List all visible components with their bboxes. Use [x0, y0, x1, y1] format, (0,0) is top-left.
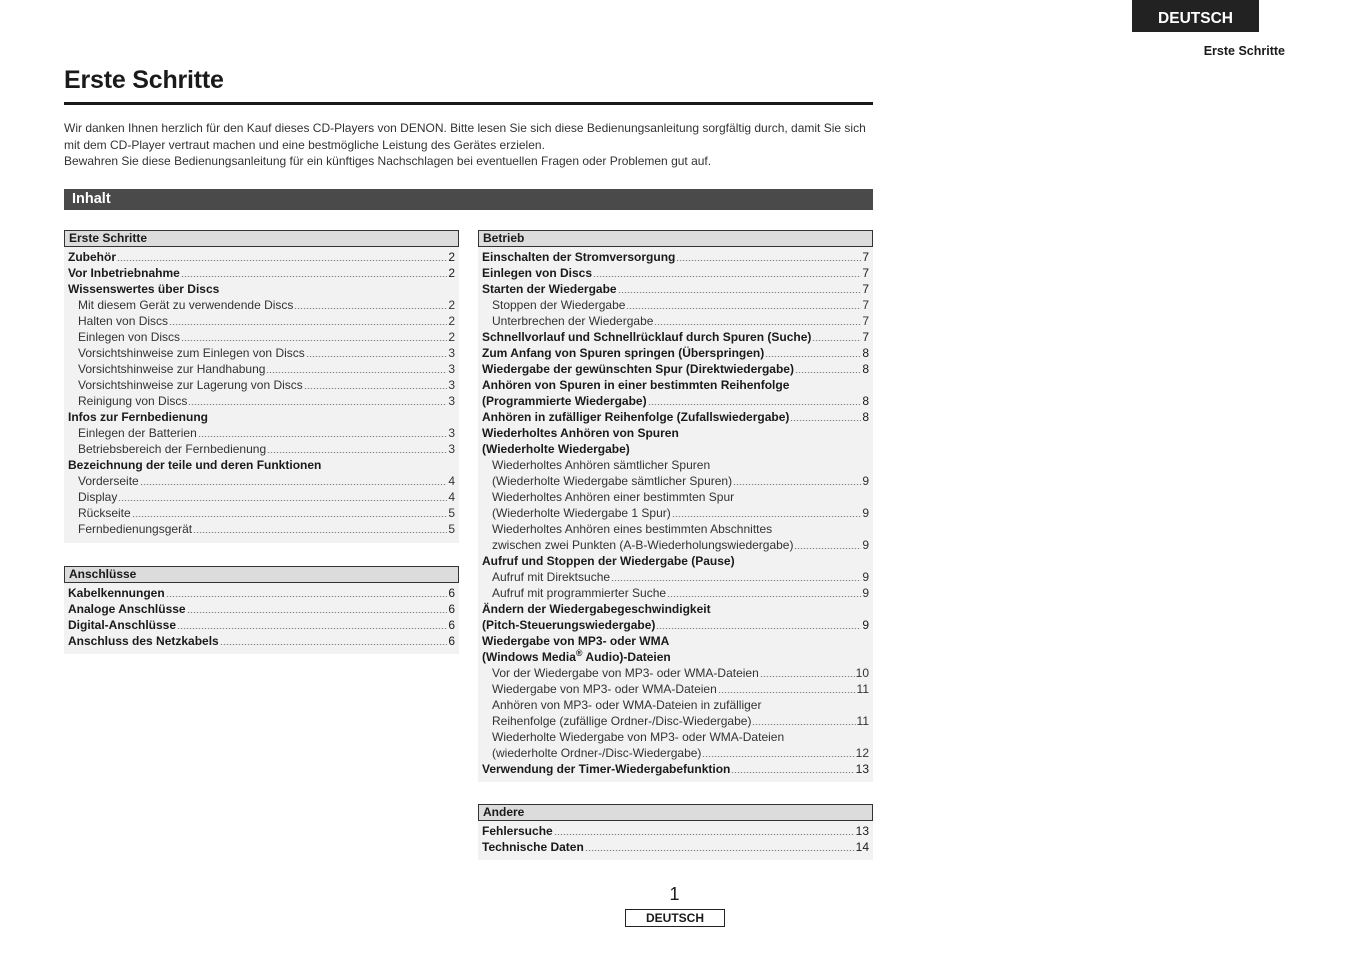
toc-section-heading: Erste Schritte — [64, 230, 459, 247]
toc-leader-dots — [593, 276, 861, 277]
toc-leader-dots — [187, 612, 448, 613]
toc-entry-page: 4 — [448, 490, 455, 504]
toc-entry-label: Anhören in zufälliger Reihenfolge (Zufallswiedergabe) — [482, 410, 790, 424]
toc-entry-label: (Wiederholte Wiedergabe 1 Spur) — [492, 506, 671, 520]
toc-entry-label: Einlegen von Discs — [78, 330, 181, 344]
toc-leader-dots — [193, 532, 447, 533]
toc-entry-page: 3 — [448, 346, 455, 360]
toc-entry-label: Aufruf mit programmierter Suche — [492, 586, 667, 600]
toc-entry[interactable] — [482, 761, 869, 777]
toc-entry[interactable] — [482, 457, 869, 473]
toc-entry[interactable] — [68, 441, 455, 457]
toc-entry[interactable] — [68, 489, 455, 505]
toc-entry[interactable] — [482, 745, 869, 761]
toc-entry-label: Reinigung von Discs — [78, 394, 188, 408]
toc-entry[interactable] — [482, 585, 869, 601]
toc-entry[interactable] — [482, 697, 869, 713]
toc-leader-dots — [626, 308, 861, 309]
toc-list — [478, 247, 873, 781]
toc-entry-page: 9 — [862, 538, 869, 552]
toc-leader-dots — [718, 692, 856, 693]
toc-entry-label: Wiedergabe der gewünschten Spur (Direktwiedergabe) — [482, 362, 794, 376]
toc-entry-label: Wiederholtes Anhören sämtlicher Spuren — [492, 458, 711, 472]
toc-leader-dots — [169, 324, 447, 325]
toc-section-heading: Betrieb — [478, 230, 873, 247]
toc-entry-page: 7 — [862, 266, 869, 280]
toc-entry-page: 9 — [862, 586, 869, 600]
toc-entry[interactable] — [68, 617, 455, 633]
toc-entry[interactable] — [68, 377, 455, 393]
toc-entry[interactable] — [482, 553, 869, 569]
toc-entry-label: Wiedergabe von MP3- oder WMA-Dateien — [492, 682, 717, 696]
toc-entry[interactable] — [482, 345, 869, 361]
toc-entry-label: Reihenfolge (zufällige Ordner-/Disc-Wiedergabe) — [492, 714, 752, 728]
toc-entry-page: 3 — [448, 394, 455, 408]
toc-entry[interactable] — [482, 505, 869, 521]
toc-entry-page: 13 — [855, 824, 869, 838]
toc-entry[interactable] — [482, 489, 869, 505]
toc-leader-dots — [812, 340, 861, 341]
toc-entry[interactable] — [482, 313, 869, 329]
toc-leader-dots — [794, 548, 861, 549]
toc-entry-label: Analoge Anschlüsse — [68, 602, 186, 616]
toc-entry[interactable] — [482, 297, 869, 313]
toc-entry[interactable] — [482, 329, 869, 345]
toc-entry[interactable] — [482, 839, 869, 855]
toc-leader-dots — [294, 308, 447, 309]
toc-entry[interactable] — [482, 713, 869, 729]
toc-entry[interactable] — [482, 393, 869, 409]
toc-entry-page: 14 — [855, 840, 869, 854]
toc-leader-dots — [554, 834, 855, 835]
toc-entry[interactable] — [482, 665, 869, 681]
toc-entry[interactable] — [68, 281, 455, 297]
toc-entry-label: Aufruf mit Direktsuche — [492, 570, 611, 584]
toc-entry-page: 4 — [448, 474, 455, 488]
toc-entry[interactable] — [68, 473, 455, 489]
intro-paragraph: Wir danken Ihnen herzlich für den Kauf dieses CD-Players von DENON. Bitte lesen Sie sich diese Bedienungsanleitung sorgfältig durch, damit Sie sich mit dem CD-Player vertraut machen und eine bestmögliche Leistung des Gerätes erzielen. — [64, 121, 866, 152]
toc-entry-page: 7 — [862, 298, 869, 312]
toc-entry-page: 2 — [448, 314, 455, 328]
toc-section-anschluesse — [64, 566, 459, 654]
toc-leader-dots — [132, 516, 448, 517]
toc-entry-page: 9 — [862, 506, 869, 520]
section-tag: Erste Schritte — [1203, 44, 1285, 58]
toc-entry[interactable] — [482, 521, 869, 537]
toc-entry-label: Vorsichtshinweise zum Einlegen von Discs — [78, 346, 305, 360]
toc-entry-page: 5 — [448, 522, 455, 536]
toc-leader-dots — [733, 484, 861, 485]
toc-entry[interactable] — [482, 617, 869, 633]
page-number: 1 — [669, 884, 680, 904]
toc-entry-page: 7 — [862, 314, 869, 328]
toc-entry-page: 8 — [862, 410, 869, 424]
toc-entry-label: Anschluss des Netzkabels — [68, 634, 219, 648]
toc-leader-dots — [765, 356, 861, 357]
toc-entry[interactable] — [68, 265, 455, 281]
toc-entry-label: Bezeichnung der teile und deren Funktionen — [68, 458, 322, 472]
toc-entry-label: Vor der Wiedergabe von MP3- oder WMA-Dateien — [492, 666, 759, 680]
toc-entry-page: 6 — [448, 618, 455, 632]
toc-entry-label: Ändern der Wiedergabegeschwindigkeit — [482, 602, 711, 616]
toc-entry[interactable] — [482, 425, 869, 441]
toc-entry-label: Wiederholte Wiedergabe von MP3- oder WMA-Dateien — [492, 730, 785, 744]
toc-entry[interactable] — [68, 393, 455, 409]
toc-entry-label: Kabelkennungen — [68, 586, 165, 600]
toc-entry-page: 6 — [448, 634, 455, 648]
toc-leader-dots — [181, 276, 448, 277]
toc-leader-dots — [618, 292, 862, 293]
toc-section-erste-schritte — [64, 230, 459, 543]
toc-entry-label: Betriebsbereich der Fernbedienung — [78, 442, 267, 456]
toc-entry[interactable] — [482, 441, 869, 457]
toc-entry-label: Vorsichtshinweise zur Handhabung — [78, 362, 266, 376]
toc-entry-label: Rückseite — [78, 506, 131, 520]
toc-entry-label: Unterbrechen der Wiedergabe — [492, 314, 654, 328]
toc-entry-label: (Wiederholte Wiedergabe sämtlicher Spuren) — [492, 474, 733, 488]
toc-entry[interactable] — [482, 409, 869, 425]
toc-entry[interactable] — [482, 249, 869, 265]
toc-entry-page: 8 — [862, 362, 869, 376]
toc-list — [64, 247, 459, 541]
toc-leader-dots — [267, 452, 447, 453]
toc-entry-page: 8 — [862, 394, 869, 408]
intro-paragraph: Bewahren Sie diese Bedienungsanleitung für ein künftiges Nachschlagen bei eventuellen Fragen oder Problemen gut auf. — [64, 154, 712, 168]
toc-leader-dots — [166, 596, 448, 597]
toc-entry[interactable] — [482, 569, 869, 585]
toc-entry[interactable] — [482, 537, 869, 553]
toc-entry[interactable] — [482, 601, 869, 617]
language-tab: DEUTSCH — [1132, 0, 1259, 32]
toc-entry-label: Vorderseite — [78, 474, 139, 488]
toc-leader-dots — [752, 724, 855, 725]
toc-entry-page: 3 — [448, 362, 455, 376]
toc-entry-page: 2 — [448, 250, 455, 264]
toc-entry[interactable] — [68, 313, 455, 329]
toc-entry-label: zwischen zwei Punkten (A-B-Wiederholungswiedergabe) — [492, 538, 794, 552]
toc-entry-page: 2 — [448, 298, 455, 312]
toc-list — [64, 583, 459, 653]
toc-entry-page: 13 — [855, 762, 869, 776]
toc-leader-dots — [188, 404, 447, 405]
toc-section-betrieb — [478, 230, 873, 782]
toc-entry-label: Zum Anfang von Spuren springen (Überspringen) — [482, 346, 765, 360]
toc-leader-dots — [795, 372, 861, 373]
footer-language-label: DEUTSCH — [625, 909, 725, 927]
toc-entry-page: 5 — [448, 506, 455, 520]
toc-leader-dots — [654, 324, 861, 325]
toc-entry-label: Einlegen von Discs — [482, 266, 593, 280]
toc-entry[interactable] — [68, 585, 455, 601]
toc-entry-label: Mit diesem Gerät zu verwendende Discs — [78, 298, 294, 312]
toc-list — [478, 821, 873, 859]
toc-entry-page: 7 — [862, 250, 869, 264]
toc-entry-label: Wiederholtes Anhören von Spuren — [482, 426, 679, 440]
toc-entry-label: Digital-Anschlüsse — [68, 618, 177, 632]
toc-entry-page: 6 — [448, 602, 455, 616]
toc-entry-label: Fehlersuche — [482, 824, 553, 838]
toc-entry-label: Technische Daten — [482, 840, 584, 854]
toc-entry[interactable] — [68, 345, 455, 361]
toc-entry-label: (Pitch-Steuerungswiedergabe) — [482, 618, 656, 632]
toc-entry-label: Wiedergabe von MP3- oder WMA — [482, 634, 670, 648]
toc-entry-page: 11 — [856, 714, 869, 728]
toc-leader-dots — [702, 756, 854, 757]
toc-entry[interactable] — [482, 473, 869, 489]
toc-entry-label: Einlegen der Batterien — [78, 426, 197, 440]
toc-entry[interactable] — [482, 281, 869, 297]
toc-leader-dots — [760, 676, 855, 677]
toc-entry-page: 3 — [448, 378, 455, 392]
toc-entry-label: Wiederholtes Anhören einer bestimmten Spur — [492, 490, 735, 504]
toc-entry-page: 2 — [448, 330, 455, 344]
toc-entry-label: Anhören von MP3- oder WMA-Dateien in zufälliger — [492, 698, 762, 712]
toc-entry[interactable] — [482, 361, 869, 377]
contents-heading: Inhalt — [64, 189, 873, 210]
toc-entry-label: Zubehör — [68, 250, 116, 264]
toc-entry[interactable] — [68, 361, 455, 377]
toc-leader-dots — [790, 420, 861, 421]
toc-entry-label: (Wiederholte Wiedergabe) — [482, 442, 630, 456]
toc-entry-page: 9 — [862, 474, 869, 488]
toc-entry-page: 11 — [856, 682, 869, 696]
toc-entry-label: Aufruf und Stoppen der Wiedergabe (Pause) — [482, 554, 735, 568]
toc-entry[interactable] — [68, 249, 455, 265]
toc-entry-label: (Windows Media® Audio)-Dateien — [482, 649, 671, 664]
toc-leader-dots — [181, 340, 447, 341]
toc-entry-label: Schnellvorlauf und Schnellrücklauf durch Spuren (Suche) — [482, 330, 812, 344]
toc-entry[interactable] — [68, 409, 455, 425]
toc-entry-label: Halten von Discs — [78, 314, 169, 328]
toc-entry-label: Stoppen der Wiedergabe — [492, 298, 626, 312]
toc-leader-dots — [676, 260, 861, 261]
toc-entry-page: 12 — [855, 746, 869, 760]
toc-entry[interactable] — [68, 601, 455, 617]
toc-entry[interactable] — [482, 633, 869, 649]
toc-section-heading: Andere — [478, 804, 873, 821]
title-rule — [64, 102, 873, 105]
toc-leader-dots — [177, 628, 447, 629]
toc-entry[interactable] — [68, 521, 455, 537]
intro-text — [64, 120, 876, 170]
toc-section-heading: Anschlüsse — [64, 566, 459, 583]
toc-entry-label: Vor Inbetriebnahme — [68, 266, 180, 280]
toc-leader-dots — [304, 388, 448, 389]
toc-entry[interactable] — [68, 633, 455, 649]
toc-leader-dots — [656, 628, 861, 629]
toc-entry-label: Wiederholtes Anhören eines bestimmten Abschnittes — [492, 522, 773, 536]
toc-leader-dots — [117, 260, 447, 261]
toc-entry-page: 6 — [448, 586, 455, 600]
toc-entry[interactable] — [482, 681, 869, 697]
toc-entry[interactable] — [482, 377, 869, 393]
toc-entry[interactable] — [482, 265, 869, 281]
toc-leader-dots — [585, 850, 855, 851]
toc-leader-dots — [667, 596, 861, 597]
toc-entry-label: Anhören von Spuren in einer bestimmten Reihenfolge — [482, 378, 790, 392]
page-title: Erste Schritte — [64, 66, 224, 94]
toc-leader-dots — [198, 436, 448, 437]
toc-entry-page: 8 — [862, 346, 869, 360]
toc-leader-dots — [306, 356, 448, 357]
toc-leader-dots — [731, 772, 854, 773]
toc-entry-label: Wissenswertes über Discs — [68, 282, 220, 296]
toc-entry[interactable] — [68, 329, 455, 345]
toc-entry[interactable] — [68, 505, 455, 521]
toc-entry-label: Display — [78, 490, 118, 504]
toc-entry-page: 7 — [862, 330, 869, 344]
toc-entry-label: Starten der Wiedergabe — [482, 282, 617, 296]
toc-leader-dots — [118, 500, 447, 501]
toc-entry-page: 7 — [862, 282, 869, 296]
toc-leader-dots — [220, 644, 448, 645]
toc-entry-label: Fernbedienungsgerät — [78, 522, 193, 536]
toc-entry-page: 3 — [448, 426, 455, 440]
toc-leader-dots — [611, 580, 861, 581]
toc-entry-page: 2 — [448, 266, 455, 280]
toc-entry-label: Infos zur Fernbedienung — [68, 410, 208, 424]
toc-leader-dots — [672, 516, 862, 517]
toc-leader-dots — [140, 484, 448, 485]
toc-leader-dots — [648, 404, 862, 405]
toc-entry[interactable] — [68, 297, 455, 313]
toc-entry-page: 3 — [448, 442, 455, 456]
toc-entry-page: 9 — [862, 570, 869, 584]
toc-leader-dots — [266, 372, 447, 373]
toc-section-andere — [478, 804, 873, 860]
toc-entry[interactable] — [68, 457, 455, 473]
toc-entry-page: 9 — [862, 618, 869, 632]
toc-entry[interactable] — [482, 649, 869, 665]
toc-entry-label: Einschalten der Stromversorgung — [482, 250, 676, 264]
toc-entry-label: Verwendung der Timer-Wiedergabefunktion — [482, 762, 731, 776]
toc-entry-label: Vorsichtshinweise zur Lagerung von Discs — [78, 378, 303, 392]
toc-entry[interactable] — [482, 729, 869, 745]
toc-entry-label: (wiederholte Ordner-/Disc-Wiedergabe) — [492, 746, 702, 760]
toc-entry[interactable] — [68, 425, 455, 441]
toc-entry-page: 10 — [855, 666, 869, 680]
toc-entry-label: (Programmierte Wiedergabe) — [482, 394, 647, 408]
toc-entry[interactable] — [482, 823, 869, 839]
